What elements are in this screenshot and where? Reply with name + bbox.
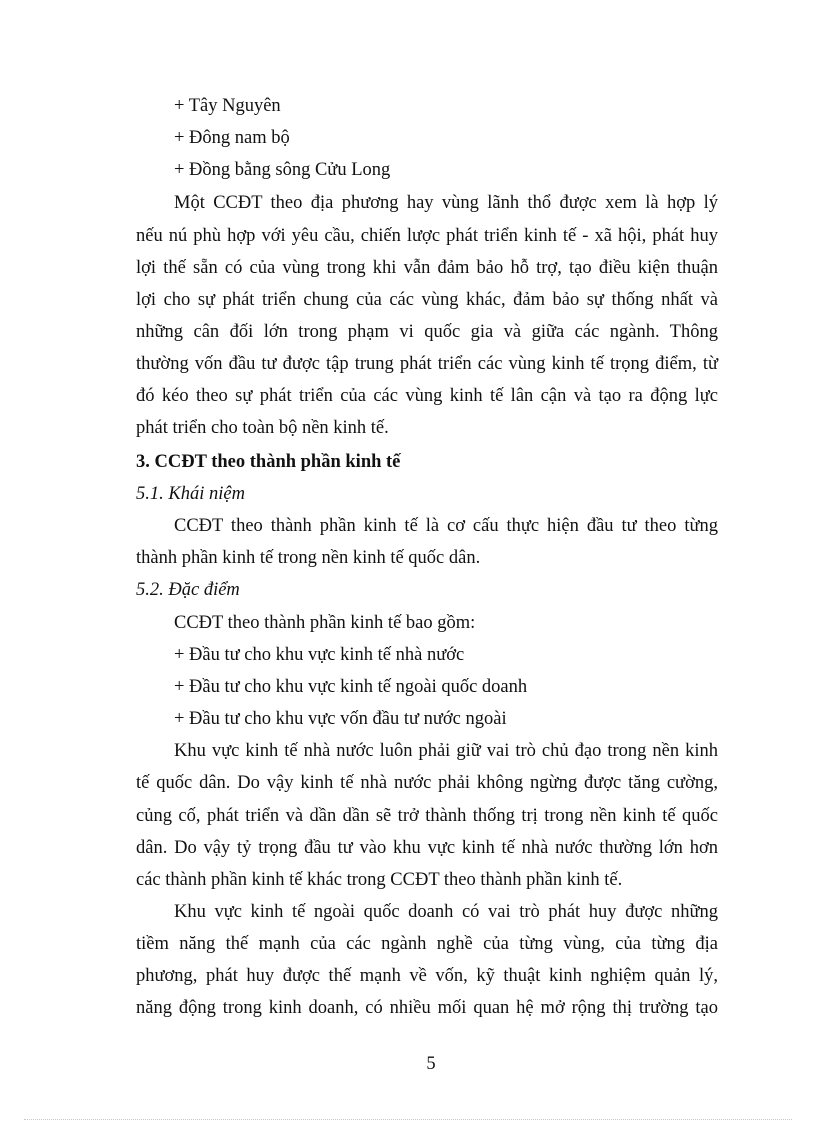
paragraph-line: CCĐT theo thành phần kinh tế là cơ cấu thực hiện đầu tư theo từng bbox=[174, 516, 718, 536]
paragraph-line: Một CCĐT theo địa phương hay vùng lãnh thổ được xem là hợp lý bbox=[174, 193, 718, 213]
paragraph-line: thường vốn đầu tư được tập trung phát triển các vùng kinh tế trọng điểm, từ bbox=[136, 354, 718, 374]
paragraph-line: tiềm năng thế mạnh của các ngành nghề của từng vùng, của từng địa bbox=[136, 934, 718, 954]
paragraph-line: phát triển cho toàn bộ nền kinh tế. bbox=[136, 418, 389, 438]
paragraph-line: Khu vực kinh tế nhà nước luôn phải giữ vai trò chủ đạo trong nền kinh bbox=[174, 741, 718, 761]
paragraph-line: phương, phát huy được thế mạnh về vốn, kỹ thuật kinh nghiệm quản lý, bbox=[136, 966, 718, 986]
paragraph-line: thành phần kinh tế trong nền kinh tế quốc dân. bbox=[136, 548, 481, 568]
paragraph-line: nếu nú phù hợp với yêu cầu, chiến lược phát triển kinh tế - xã hội, phát huy bbox=[136, 226, 718, 246]
bullet-item: + Tây Nguyên bbox=[174, 96, 281, 116]
paragraph-line: lợi thế sẵn có của vùng trong khi vẫn đảm bảo hỗ trợ, tạo điều kiện thuận bbox=[136, 258, 718, 278]
subsection-heading: 5.1. Khái niệm bbox=[136, 484, 245, 504]
paragraph-line: những cân đối lớn trong phạm vi quốc gia và giữa các ngành. Thông bbox=[136, 322, 718, 342]
subsection-heading: 5.2. Đặc điểm bbox=[136, 580, 240, 600]
bullet-item: + Đông nam bộ bbox=[174, 128, 290, 148]
paragraph-line: CCĐT theo thành phần kinh tế bao gồm: bbox=[174, 613, 476, 633]
page-bottom-rule bbox=[24, 1119, 792, 1120]
paragraph-line: dân. Do vậy tỷ trọng đầu tư vào khu vực kinh tế nhà nước thường lớn hơn bbox=[136, 838, 718, 858]
paragraph-line: các thành phần kinh tế khác trong CCĐT theo thành phần kinh tế. bbox=[136, 870, 623, 890]
paragraph-line: Khu vực kinh tế ngoài quốc doanh có vai trò phát huy được những bbox=[174, 902, 718, 922]
bullet-item: + Đầu tư cho khu vực kinh tế nhà nước bbox=[174, 645, 465, 665]
section-heading: 3. CCĐT theo thành phần kinh tế bbox=[136, 452, 401, 472]
bullet-item: + Đầu tư cho khu vực vốn đầu tư nước ngoài bbox=[174, 709, 507, 729]
paragraph-line: củng cố, phát triển và dần dần sẽ trở thành thống trị trong nền kinh tế quốc bbox=[136, 806, 718, 826]
bullet-item: + Đồng bằng sông Cửu Long bbox=[174, 160, 391, 180]
paragraph-line: đó kéo theo sự phát triển của các vùng kinh tế lân cận và tạo ra động lực bbox=[136, 386, 718, 406]
page-number: 5 bbox=[426, 1054, 436, 1074]
paragraph-line: lợi cho sự phát triển chung của các vùng khác, đảm bảo sự thống nhất và bbox=[136, 290, 718, 310]
paragraph-line: tế quốc dân. Do vậy kinh tế nhà nước phải không ngừng được tăng cường, bbox=[136, 773, 718, 793]
paragraph-line: năng động trong kinh doanh, có nhiều mối quan hệ mở rộng thị trường tạo bbox=[136, 998, 718, 1018]
bullet-item: + Đầu tư cho khu vực kinh tế ngoài quốc doanh bbox=[174, 677, 528, 697]
